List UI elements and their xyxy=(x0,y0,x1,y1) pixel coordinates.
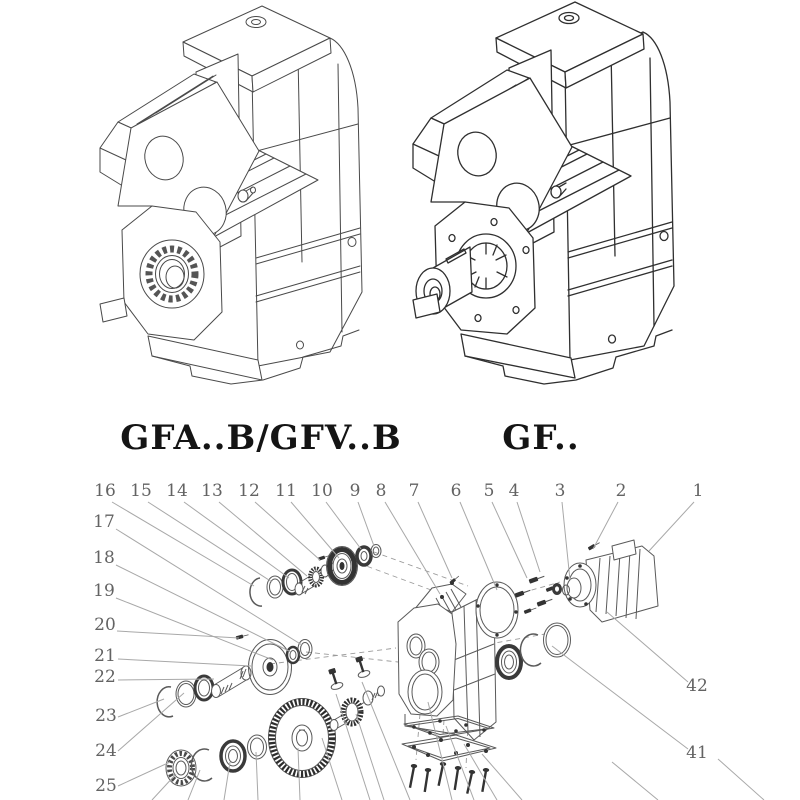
leader-line xyxy=(552,646,688,749)
callout-number: 42 xyxy=(686,676,708,696)
leader-line xyxy=(593,502,618,549)
callout-number: 18 xyxy=(93,548,115,568)
callout-number: 5 xyxy=(483,481,495,501)
callout-number: 20 xyxy=(94,615,116,635)
input-shaft-chain xyxy=(250,545,381,607)
model-label-right: GF.. xyxy=(502,418,580,458)
hollow-shaft-bearing xyxy=(140,240,204,308)
callout-number: 17 xyxy=(93,512,115,532)
callout-number: 9 xyxy=(349,481,361,501)
callout-number: 14 xyxy=(166,481,188,501)
leader-line xyxy=(649,502,694,551)
callout-number: 3 xyxy=(554,481,566,501)
leader-line xyxy=(117,631,239,638)
bottom-cover-plate xyxy=(402,735,496,761)
leader-line xyxy=(148,502,272,582)
callout-number: 1 xyxy=(692,481,704,501)
callout-number: 8 xyxy=(375,481,387,501)
callout-number: 7 xyxy=(408,481,420,501)
callout-number: 22 xyxy=(94,667,116,687)
callout-number: 41 xyxy=(686,743,708,763)
exploded-parts-diagram xyxy=(93,481,764,800)
leader-line xyxy=(184,502,289,578)
callout-number: 4 xyxy=(508,481,520,501)
figure-hollow-shaft-gearbox xyxy=(100,6,362,384)
figure-solid-shaft-gearbox xyxy=(413,2,674,384)
leader-line xyxy=(517,502,540,572)
leader-line xyxy=(326,502,361,549)
callout-number: 16 xyxy=(94,481,116,501)
adapter-oring xyxy=(476,582,518,638)
model-label-left: GFA..B/GFV..B xyxy=(120,418,402,458)
leader-line xyxy=(358,502,374,546)
callout-number: 15 xyxy=(130,481,152,501)
leader-line xyxy=(118,659,251,666)
callout-number: 12 xyxy=(238,481,260,501)
callout-number: 19 xyxy=(93,581,115,601)
leader-line xyxy=(562,502,570,580)
callout-number: 21 xyxy=(94,646,116,666)
leader-line xyxy=(219,502,307,576)
callout-number: 11 xyxy=(275,481,297,501)
callout-number: 13 xyxy=(201,481,223,501)
leader-line xyxy=(460,502,497,590)
leader-line xyxy=(118,693,184,751)
callout-number: 10 xyxy=(311,481,333,501)
callout-number: 24 xyxy=(95,741,117,761)
output-gear-chain xyxy=(166,655,385,786)
leader-line xyxy=(492,502,527,578)
leader-line xyxy=(116,598,273,660)
leader-line xyxy=(118,699,164,717)
leader-line xyxy=(118,762,170,786)
callout-number: 25 xyxy=(95,776,117,796)
leader-line xyxy=(385,502,440,594)
motor xyxy=(563,540,659,622)
callout-number: 6 xyxy=(450,481,462,501)
leader-line xyxy=(607,612,688,682)
callout-number: 2 xyxy=(615,481,627,501)
leader-line xyxy=(255,502,320,560)
callout-number: 23 xyxy=(95,706,117,726)
